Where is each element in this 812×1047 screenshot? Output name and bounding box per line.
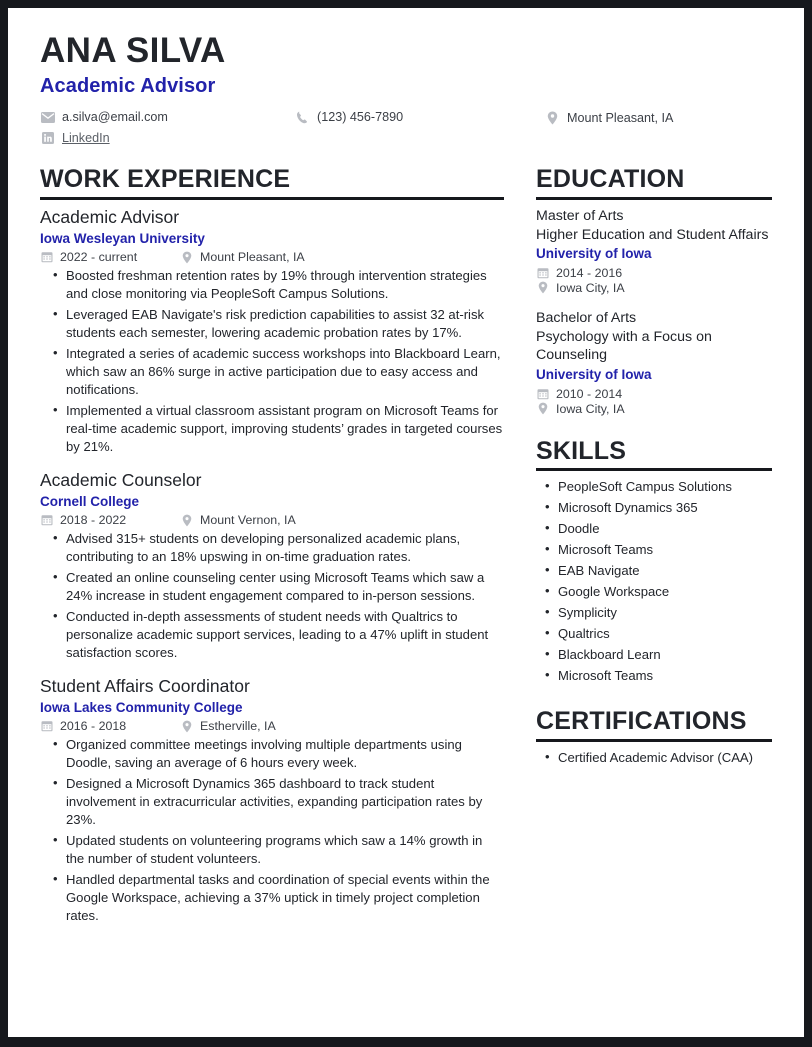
education-heading: EDUCATION [536, 165, 685, 194]
contact-location [545, 111, 772, 125]
skills-heading: SKILLS [536, 436, 627, 465]
education-entry [536, 207, 772, 295]
education-meta [536, 387, 772, 416]
contact-row-secondary [40, 132, 772, 145]
work-experience-heading: WORK EXPERIENCE [40, 165, 291, 194]
education-degree: Master of Arts [536, 207, 624, 224]
bullet-item: • Designed a Microsoft Dynamics 365 dashboard to track student involvement in extracurricular activities, expanding participation rates by 23%. [66, 775, 504, 829]
contact-row-primary [40, 111, 772, 125]
section-skills [536, 438, 772, 686]
email-icon [40, 112, 55, 123]
location-pin-icon [180, 514, 194, 527]
skill-item: • Symplicity [558, 604, 772, 623]
bullet-item: • Updated students on volunteering programs which saw a 14% growth in the number of student volunteers. [66, 832, 504, 868]
linkedin-icon [40, 132, 55, 144]
location-pin-icon [536, 281, 550, 294]
education-location [536, 402, 772, 416]
bullet-item: • Implemented a virtual classroom assistant program on Microsoft Teams for real-time academic support, improving students’ grades in targeted courses by 21%. [66, 402, 504, 456]
left-column [34, 166, 510, 938]
education-dates [536, 266, 772, 280]
experience-organization: Cornell College [40, 493, 140, 509]
education-school: University of Iowa [536, 246, 652, 262]
skills-list [536, 478, 772, 686]
certifications-list [536, 749, 772, 768]
bullet-item: • Advised 315+ students on developing personalized academic plans, contributing to an 18% upswing in on-time graduation rates. [66, 530, 504, 566]
contact-email-text: a.silva@email.com [62, 109, 168, 124]
experience-bullets [40, 530, 504, 662]
bullet-item: • Handled departmental tasks and coordination of special events within the Google Workspace, achieving a 37% uptick in timely project completion rates. [66, 871, 504, 925]
section-education [536, 166, 772, 415]
education-degree: Bachelor of Arts [536, 309, 637, 326]
contact-phone-text: (123) 456-7890 [317, 110, 404, 124]
education-dates-text: 2010 - 2014 [556, 386, 623, 401]
certifications-heading: CERTIFICATIONS [536, 707, 747, 735]
calendar-icon [536, 388, 550, 400]
location-pin-icon [180, 720, 194, 733]
experience-location [180, 250, 305, 264]
experience-dates-text: 2016 - 2018 [60, 719, 127, 734]
experience-title: Student Affairs Coordinator [40, 675, 250, 696]
experience-dates-text: 2022 - current [60, 250, 138, 265]
calendar-icon [536, 267, 550, 279]
location-pin-icon [545, 111, 560, 125]
experience-dates-text: 2018 - 2022 [60, 513, 127, 528]
contact-linkedin[interactable] [40, 132, 295, 145]
bullet-item: • Created an online counseling center using Microsoft Teams which saw a 24% increase in student engagement compared to in-person sessions. [66, 569, 504, 605]
education-school: University of Iowa [536, 367, 652, 383]
skill-item: • Qualtrics [558, 625, 772, 644]
skill-item: • Doodle [558, 520, 772, 539]
education-dates-text: 2014 - 2016 [556, 265, 623, 280]
experience-location-text: Mount Vernon, IA [200, 513, 296, 528]
education-field: Psychology with a Focus on Counseling [536, 328, 712, 364]
experience-dates [40, 513, 180, 527]
resume-page [8, 8, 804, 1037]
education-field: Higher Education and Student Affairs [536, 226, 769, 243]
candidate-name: ANA SILVA [40, 31, 226, 70]
skill-item: • Microsoft Dynamics 365 [558, 499, 772, 518]
experience-organization: Iowa Wesleyan University [40, 230, 205, 246]
bullet-item: • Integrated a series of academic success workshops into Blackboard Learn, which saw an 86% surge in active participation due to easy access and notifications. [66, 345, 504, 399]
contact-location-text: Mount Pleasant, IA [567, 110, 674, 125]
education-location-text: Iowa City, IA [556, 280, 625, 295]
contact-linkedin-text: LinkedIn [62, 130, 110, 145]
contact-phone[interactable] [295, 111, 545, 124]
experience-dates [40, 719, 180, 733]
column-gap [510, 166, 536, 938]
experience-location [180, 719, 276, 733]
skill-item: • Microsoft Teams [558, 667, 772, 686]
experience-bullets [40, 267, 504, 455]
candidate-job-title: Academic Advisor [40, 74, 216, 97]
bullet-item: • Boosted freshman retention rates by 19% through intervention strategies and close monitoring via PeopleSoft Campus Solutions. [66, 267, 504, 303]
calendar-icon [40, 251, 54, 263]
experience-entry [40, 207, 504, 456]
education-meta [536, 266, 772, 295]
experience-meta [40, 719, 504, 733]
experience-location-text: Mount Pleasant, IA [200, 250, 305, 265]
section-work-experience [40, 166, 504, 924]
experience-title: Academic Counselor [40, 469, 202, 490]
certifications-rule [536, 739, 772, 742]
calendar-icon [40, 514, 54, 526]
bullet-item: • Organized committee meetings involving multiple departments using Doodle, saving an average of 6 hours every week. [66, 736, 504, 772]
skill-item: • PeopleSoft Campus Solutions [558, 478, 772, 497]
education-location [536, 281, 772, 295]
calendar-icon [40, 720, 54, 732]
education-entry [536, 309, 772, 416]
bullet-item: • Conducted in-depth assessments of student needs with Qualtrics to personalize academic support services, leading to a 47% uplift in student satisfaction scores. [66, 608, 504, 662]
experience-dates [40, 250, 180, 264]
experience-location [180, 513, 296, 527]
bullet-item: • Leveraged EAB Navigate's risk prediction capabilities to assist 32 at-risk students each semester, lowering academic probation rates by 17%. [66, 306, 504, 342]
work-experience-rule [40, 197, 504, 200]
skill-item: • EAB Navigate [558, 562, 772, 581]
phone-icon [295, 111, 310, 124]
education-dates [536, 387, 772, 401]
education-location-text: Iowa City, IA [556, 401, 625, 416]
location-pin-icon [536, 402, 550, 415]
resume-body [34, 166, 778, 938]
experience-meta [40, 250, 504, 264]
skill-item: • Google Workspace [558, 583, 772, 602]
right-column [536, 166, 778, 938]
experience-organization: Iowa Lakes Community College [40, 699, 243, 715]
experience-title: Academic Advisor [40, 206, 180, 227]
experience-bullets [40, 736, 504, 924]
section-certifications [536, 708, 772, 767]
experience-entry [40, 676, 504, 925]
skill-item: • Microsoft Teams [558, 541, 772, 560]
experience-meta [40, 513, 504, 527]
skills-rule [536, 468, 772, 471]
certification-item: • Certified Academic Advisor (CAA) [558, 749, 772, 768]
resume-header [34, 32, 778, 144]
experience-location-text: Estherville, IA [200, 719, 276, 734]
location-pin-icon [180, 251, 194, 264]
contact-email[interactable] [40, 111, 295, 124]
skill-item: • Blackboard Learn [558, 646, 772, 665]
experience-entry [40, 470, 504, 662]
education-rule [536, 197, 772, 200]
